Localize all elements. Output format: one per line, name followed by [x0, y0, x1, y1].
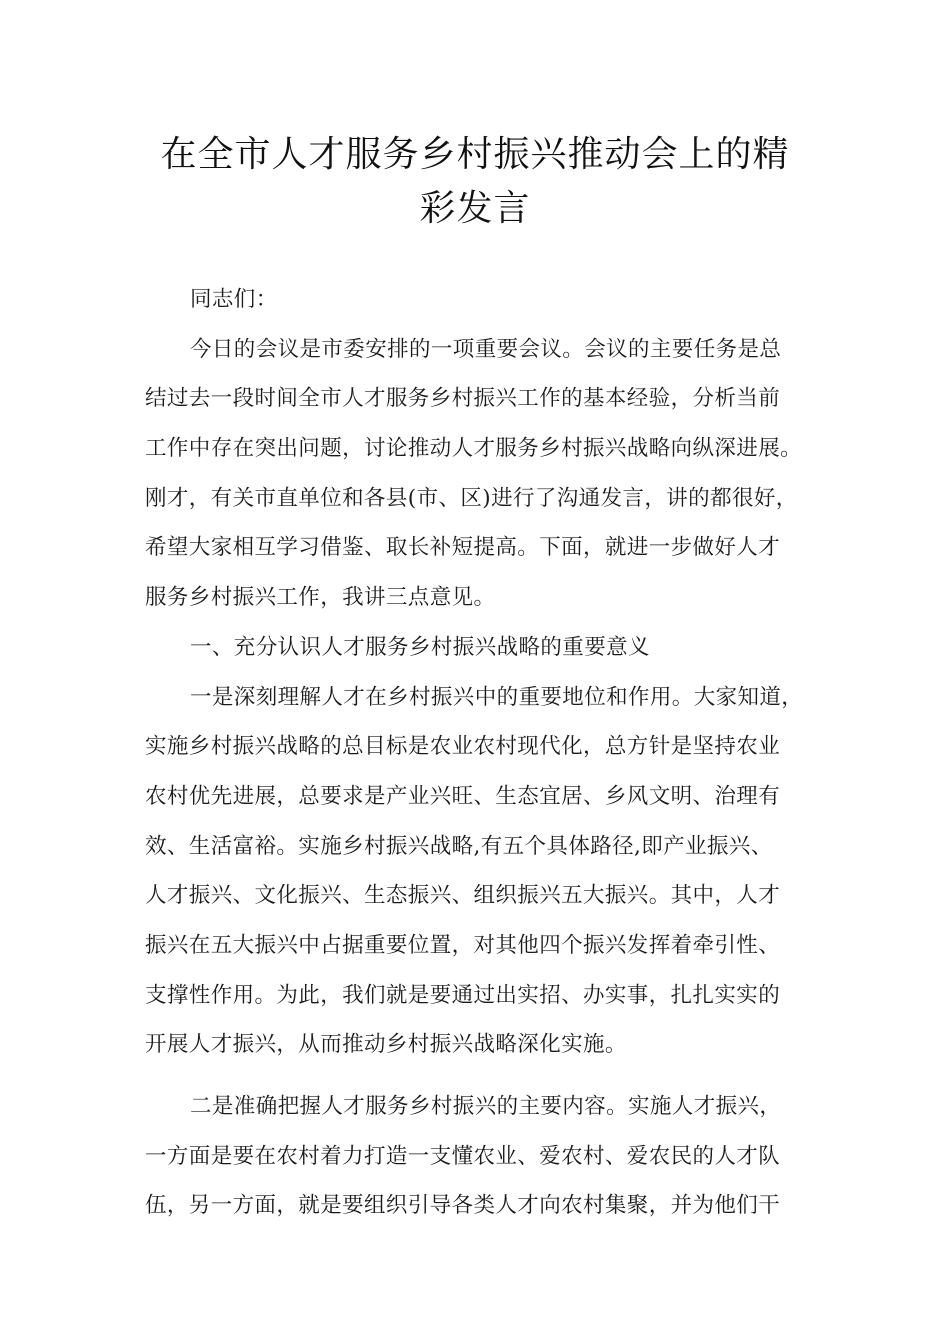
text-line: 服务乡村振兴工作，我讲三点意见。: [145, 585, 496, 611]
section-heading: 一、充分认识人才服务乡村振兴战略的重要意义: [190, 634, 650, 660]
title-line: 彩发言: [419, 188, 531, 229]
paragraph-gap: [145, 1070, 815, 1082]
text-line: 伍，另一方面，就是要组织引导各类人才向农村集聚，并为他们干: [145, 1193, 781, 1219]
text-line: 工作中存在突出问题，讨论推动人才服务乡村振兴战略向纵深进展。: [145, 436, 803, 462]
document-title: [145, 128, 805, 236]
text-line: 农村优先进展，总要求是产业兴旺、生态宜居、乡风文明、治理有: [145, 783, 781, 809]
document-body: [145, 275, 815, 1231]
text-line: 二是准确把握人才服务乡村振兴的主要内容。实施人才振兴，: [190, 1094, 782, 1119]
text-line: 一是深刻理解人才在乡村振兴中的重要地位和作用。大家知道，: [190, 684, 804, 710]
paragraph-point-2: [145, 1082, 815, 1231]
text-line: 今日的会议是市委安排的一项重要会议。会议的主要任务是总: [190, 336, 782, 362]
paragraph-point-1: [145, 673, 815, 1071]
text-line: 开展人才振兴，从而推动乡村振兴战略深化实施。: [145, 1032, 627, 1058]
text-line: 一方面是要在农村着力打造一支懂农业、爱农村、爱农民的人才队: [145, 1143, 781, 1169]
text-line: 希望大家相互学习借鉴、取长补短提高。下面，就进一步做好人才: [145, 535, 781, 561]
text-line: 支撑性作用。为此，我们就是要通过出实招、办实事，扎扎实实的: [145, 982, 781, 1008]
greeting: 同志们：: [190, 287, 278, 312]
text-line: 人才振兴、文化振兴、生态振兴、组织振兴五大振兴。其中，人才: [145, 883, 781, 909]
text-line: 效、生活富裕。实施乡村振兴战略,有五个具体路径,即产业振兴、: [145, 833, 773, 859]
paragraph-intro: [145, 325, 815, 623]
section-heading-1: [145, 623, 815, 673]
text-line: 刚才，有关市直单位和各县(市、区)进行了沟通发言，讲的都很好，: [145, 485, 798, 511]
title-line: 在全市人才服务乡村振兴推动会上的精: [160, 134, 790, 175]
text-line: 实施乡村振兴战略的总目标是农业农村现代化，总方针是坚持农业: [145, 734, 781, 760]
text-line: 结过去一段时间全市人才服务乡村振兴工作的基本经验，分析当前: [145, 386, 781, 412]
text-line: 振兴在五大振兴中占据重要位置，对其他四个振兴发挥着牵引性、: [145, 932, 781, 958]
